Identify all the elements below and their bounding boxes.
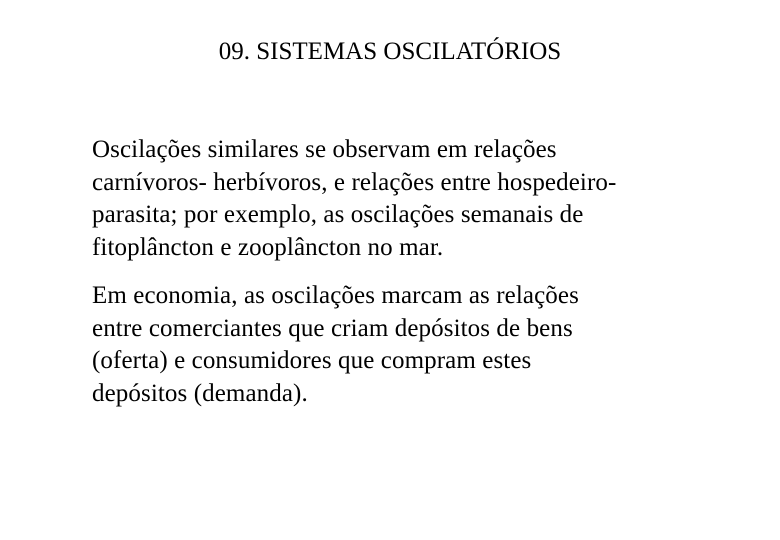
paragraph-economy: [92, 280, 712, 410]
slide-body: [92, 134, 712, 426]
text-line: fitoplâncton e zooplâncton no mar.: [92, 233, 444, 261]
paragraph-ecology: [92, 134, 712, 264]
text-line: Oscilações similares se observam em relações: [92, 136, 557, 163]
text-line: carnívoros- herbívoros, e relações entre hospedeiro-: [92, 168, 617, 196]
text-line: Em economia, as oscilações marcam as relações: [92, 282, 579, 309]
text-line: parasita; por exemplo, as oscilações semanais de: [92, 201, 584, 228]
slide-title: 09. SISTEMAS OSCILATÓRIOS: [218, 38, 562, 65]
text-line: entre comerciantes que criam depósitos de bens: [92, 314, 573, 342]
text-line: depósitos (demanda).: [92, 379, 308, 407]
text-line: (oferta) e consumidores que compram estes: [92, 347, 532, 374]
